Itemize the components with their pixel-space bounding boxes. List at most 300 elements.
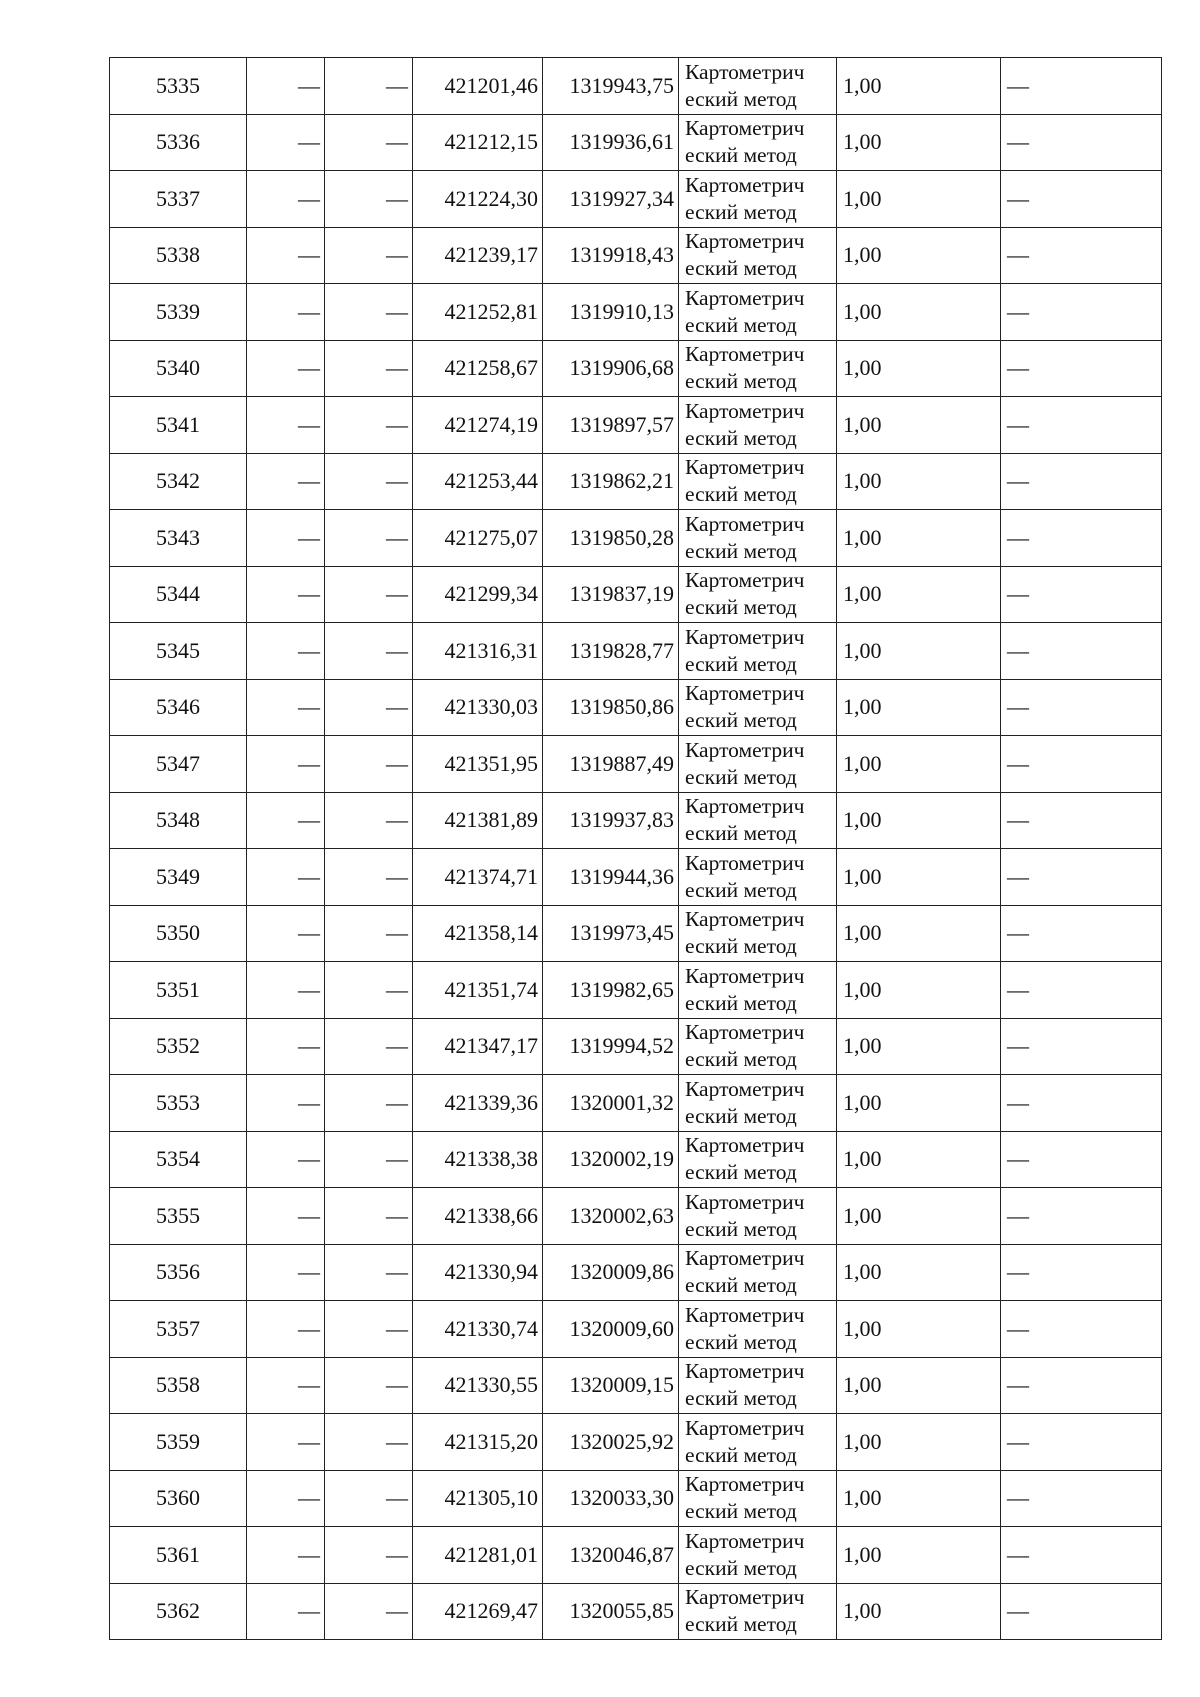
empty-value-cell: — (325, 453, 413, 510)
empty-value-cell: — (247, 1018, 325, 1075)
table-row (110, 114, 1162, 171)
method-text-line-1: Картометрич (685, 1585, 805, 1610)
method-cell (679, 623, 837, 680)
empty-value-cell: — (1001, 1357, 1162, 1414)
x-coordinate-cell: 421351,74 (413, 962, 543, 1019)
method-text-line-2: еский метод (685, 1160, 797, 1185)
empty-value-cell: — (247, 284, 325, 341)
table-body (110, 58, 1162, 1640)
method-text-line-2: еский метод (685, 1442, 797, 1467)
method-text-line-1: Картометрич (685, 116, 805, 141)
method-text-line-1: Картометрич (685, 794, 805, 819)
method-text-line-1: Картометрич (685, 1415, 805, 1440)
method-cell (679, 453, 837, 510)
point-number-cell: 5335 (110, 58, 247, 115)
empty-value-cell: — (247, 1414, 325, 1471)
table-row (110, 1244, 1162, 1301)
empty-value-cell: — (1001, 792, 1162, 849)
empty-value-cell: — (1001, 623, 1162, 680)
method-text-line-1: Картометрич (685, 963, 805, 988)
empty-value-cell: — (325, 962, 413, 1019)
method-text-line-1: Картометрич (685, 59, 805, 84)
method-text-line-1: Картометрич (685, 624, 805, 649)
empty-value-cell: — (247, 114, 325, 171)
method-cell (679, 1527, 837, 1584)
point-number-cell: 5353 (110, 1075, 247, 1132)
empty-value-cell: — (325, 1470, 413, 1527)
y-coordinate-cell: 1319897,57 (543, 397, 679, 454)
point-number-cell: 5347 (110, 736, 247, 793)
table-row (110, 1470, 1162, 1527)
table-row (110, 1188, 1162, 1245)
empty-value-cell: — (1001, 1188, 1162, 1245)
empty-value-cell: — (325, 679, 413, 736)
empty-value-cell: — (325, 171, 413, 228)
empty-value-cell: — (325, 1301, 413, 1358)
method-cell (679, 905, 837, 962)
empty-value-cell: — (1001, 510, 1162, 567)
point-number-cell: 5345 (110, 623, 247, 680)
method-cell (679, 284, 837, 341)
empty-value-cell: — (247, 340, 325, 397)
x-coordinate-cell: 421374,71 (413, 849, 543, 906)
table-row (110, 905, 1162, 962)
method-text-line-2: еский метод (685, 821, 797, 846)
empty-value-cell: — (325, 1357, 413, 1414)
accuracy-cell: 1,00 (837, 284, 1001, 341)
method-text-line-1: Картометрич (685, 511, 805, 536)
method-cell (679, 510, 837, 567)
point-number-cell: 5360 (110, 1470, 247, 1527)
y-coordinate-cell: 1320055,85 (543, 1583, 679, 1640)
empty-value-cell: — (1001, 227, 1162, 284)
empty-value-cell: — (325, 792, 413, 849)
method-text-line-2: еский метод (685, 1329, 797, 1354)
table-row (110, 340, 1162, 397)
y-coordinate-cell: 1319927,34 (543, 171, 679, 228)
empty-value-cell: — (1001, 58, 1162, 115)
accuracy-cell: 1,00 (837, 340, 1001, 397)
empty-value-cell: — (1001, 905, 1162, 962)
x-coordinate-cell: 421258,67 (413, 340, 543, 397)
table-row (110, 736, 1162, 793)
x-coordinate-cell: 421274,19 (413, 397, 543, 454)
empty-value-cell: — (325, 566, 413, 623)
empty-value-cell: — (325, 736, 413, 793)
table-row (110, 849, 1162, 906)
empty-value-cell: — (325, 623, 413, 680)
table-row (110, 1414, 1162, 1471)
empty-value-cell: — (247, 58, 325, 115)
method-text-line-1: Картометрич (685, 1076, 805, 1101)
method-cell (679, 1131, 837, 1188)
method-text-line-1: Картометрич (685, 1359, 805, 1384)
x-coordinate-cell: 421305,10 (413, 1470, 543, 1527)
method-text-line-1: Картометрич (685, 907, 805, 932)
empty-value-cell: — (247, 1075, 325, 1132)
accuracy-cell: 1,00 (837, 792, 1001, 849)
empty-value-cell: — (325, 397, 413, 454)
method-text-line-1: Картометрич (685, 455, 805, 480)
x-coordinate-cell: 421224,30 (413, 171, 543, 228)
method-text-line-1: Картометрич (685, 172, 805, 197)
table-row (110, 1583, 1162, 1640)
accuracy-cell: 1,00 (837, 566, 1001, 623)
method-cell (679, 1470, 837, 1527)
method-cell (679, 1188, 837, 1245)
empty-value-cell: — (247, 1301, 325, 1358)
method-text-line-2: еский метод (685, 990, 797, 1015)
empty-value-cell: — (1001, 736, 1162, 793)
accuracy-cell: 1,00 (837, 962, 1001, 1019)
accuracy-cell: 1,00 (837, 679, 1001, 736)
empty-value-cell: — (325, 1188, 413, 1245)
method-text-line-2: еский метод (685, 1386, 797, 1411)
empty-value-cell: — (325, 114, 413, 171)
y-coordinate-cell: 1319943,75 (543, 58, 679, 115)
x-coordinate-cell: 421347,17 (413, 1018, 543, 1075)
empty-value-cell: — (325, 1131, 413, 1188)
x-coordinate-cell: 421239,17 (413, 227, 543, 284)
empty-value-cell: — (247, 510, 325, 567)
x-coordinate-cell: 421269,47 (413, 1583, 543, 1640)
empty-value-cell: — (1001, 1470, 1162, 1527)
empty-value-cell: — (1001, 1018, 1162, 1075)
method-text-line-2: еский метод (685, 934, 797, 959)
point-number-cell: 5349 (110, 849, 247, 906)
empty-value-cell: — (325, 1018, 413, 1075)
point-number-cell: 5352 (110, 1018, 247, 1075)
y-coordinate-cell: 1319850,86 (543, 679, 679, 736)
x-coordinate-cell: 421316,31 (413, 623, 543, 680)
method-cell (679, 849, 837, 906)
point-number-cell: 5337 (110, 171, 247, 228)
point-number-cell: 5356 (110, 1244, 247, 1301)
method-cell (679, 1075, 837, 1132)
x-coordinate-cell: 421330,94 (413, 1244, 543, 1301)
x-coordinate-cell: 421330,55 (413, 1357, 543, 1414)
empty-value-cell: — (1001, 284, 1162, 341)
method-cell (679, 566, 837, 623)
method-text-line-2: еский метод (685, 1273, 797, 1298)
method-text-line-1: Картометрич (685, 229, 805, 254)
method-text-line-2: еский метод (685, 143, 797, 168)
method-text-line-2: еский метод (685, 1216, 797, 1241)
empty-value-cell: — (1001, 1414, 1162, 1471)
y-coordinate-cell: 1319937,83 (543, 792, 679, 849)
table-row (110, 510, 1162, 567)
x-coordinate-cell: 421201,46 (413, 58, 543, 115)
method-cell (679, 397, 837, 454)
method-text-line-1: Картометрич (685, 285, 805, 310)
method-cell (679, 1301, 837, 1358)
method-cell (679, 736, 837, 793)
empty-value-cell: — (247, 679, 325, 736)
empty-value-cell: — (1001, 962, 1162, 1019)
accuracy-cell: 1,00 (837, 905, 1001, 962)
point-number-cell: 5344 (110, 566, 247, 623)
point-number-cell: 5339 (110, 284, 247, 341)
empty-value-cell: — (325, 1244, 413, 1301)
table-row (110, 962, 1162, 1019)
method-cell (679, 679, 837, 736)
table-row (110, 1131, 1162, 1188)
x-coordinate-cell: 421381,89 (413, 792, 543, 849)
y-coordinate-cell: 1320002,63 (543, 1188, 679, 1245)
method-text-line-2: еский метод (685, 764, 797, 789)
empty-value-cell: — (247, 1527, 325, 1584)
table-row (110, 1075, 1162, 1132)
y-coordinate-cell: 1319944,36 (543, 849, 679, 906)
method-text-line-2: еский метод (685, 482, 797, 507)
x-coordinate-cell: 421330,74 (413, 1301, 543, 1358)
x-coordinate-cell: 421299,34 (413, 566, 543, 623)
empty-value-cell: — (247, 962, 325, 1019)
accuracy-cell: 1,00 (837, 58, 1001, 115)
table-row (110, 453, 1162, 510)
accuracy-cell: 1,00 (837, 397, 1001, 454)
accuracy-cell: 1,00 (837, 736, 1001, 793)
table-row (110, 566, 1162, 623)
method-text-line-1: Картометрич (685, 681, 805, 706)
x-coordinate-cell: 421252,81 (413, 284, 543, 341)
empty-value-cell: — (325, 227, 413, 284)
x-coordinate-cell: 421253,44 (413, 453, 543, 510)
method-text-line-2: еский метод (685, 595, 797, 620)
accuracy-cell: 1,00 (837, 1244, 1001, 1301)
method-text-line-1: Картометрич (685, 1020, 805, 1045)
accuracy-cell: 1,00 (837, 1470, 1001, 1527)
empty-value-cell: — (325, 1414, 413, 1471)
empty-value-cell: — (1001, 114, 1162, 171)
y-coordinate-cell: 1319837,19 (543, 566, 679, 623)
method-cell (679, 58, 837, 115)
x-coordinate-cell: 421275,07 (413, 510, 543, 567)
method-cell (679, 962, 837, 1019)
point-number-cell: 5341 (110, 397, 247, 454)
accuracy-cell: 1,00 (837, 1301, 1001, 1358)
y-coordinate-cell: 1319982,65 (543, 962, 679, 1019)
point-number-cell: 5336 (110, 114, 247, 171)
empty-value-cell: — (247, 1131, 325, 1188)
empty-value-cell: — (1001, 679, 1162, 736)
y-coordinate-cell: 1319994,52 (543, 1018, 679, 1075)
point-number-cell: 5350 (110, 905, 247, 962)
method-text-line-2: еский метод (685, 425, 797, 450)
method-text-line-1: Картометрич (685, 568, 805, 593)
empty-value-cell: — (1001, 340, 1162, 397)
table-row (110, 171, 1162, 228)
empty-value-cell: — (247, 1583, 325, 1640)
y-coordinate-cell: 1320009,60 (543, 1301, 679, 1358)
empty-value-cell: — (1001, 1131, 1162, 1188)
x-coordinate-cell: 421339,36 (413, 1075, 543, 1132)
accuracy-cell: 1,00 (837, 1414, 1001, 1471)
accuracy-cell: 1,00 (837, 1075, 1001, 1132)
x-coordinate-cell: 421281,01 (413, 1527, 543, 1584)
point-number-cell: 5359 (110, 1414, 247, 1471)
empty-value-cell: — (247, 171, 325, 228)
empty-value-cell: — (325, 510, 413, 567)
empty-value-cell: — (1001, 171, 1162, 228)
method-text-line-1: Картометрич (685, 1528, 805, 1553)
table-row (110, 1018, 1162, 1075)
method-text-line-2: еский метод (685, 877, 797, 902)
empty-value-cell: — (247, 1244, 325, 1301)
method-cell (679, 171, 837, 228)
method-text-line-2: еский метод (685, 312, 797, 337)
table-row (110, 1301, 1162, 1358)
empty-value-cell: — (247, 566, 325, 623)
empty-value-cell: — (1001, 1301, 1162, 1358)
accuracy-cell: 1,00 (837, 1357, 1001, 1414)
empty-value-cell: — (247, 1357, 325, 1414)
accuracy-cell: 1,00 (837, 171, 1001, 228)
empty-value-cell: — (325, 58, 413, 115)
empty-value-cell: — (325, 284, 413, 341)
x-coordinate-cell: 421212,15 (413, 114, 543, 171)
point-number-cell: 5342 (110, 453, 247, 510)
y-coordinate-cell: 1319887,49 (543, 736, 679, 793)
accuracy-cell: 1,00 (837, 1018, 1001, 1075)
coordinates-table (109, 57, 1162, 1640)
empty-value-cell: — (325, 1075, 413, 1132)
empty-value-cell: — (325, 340, 413, 397)
y-coordinate-cell: 1319828,77 (543, 623, 679, 680)
method-text-line-1: Картометрич (685, 850, 805, 875)
empty-value-cell: — (247, 905, 325, 962)
table-row (110, 1357, 1162, 1414)
table-row (110, 397, 1162, 454)
method-text-line-1: Картометрич (685, 737, 805, 762)
empty-value-cell: — (247, 453, 325, 510)
method-text-line-2: еский метод (685, 256, 797, 281)
x-coordinate-cell: 421338,66 (413, 1188, 543, 1245)
method-cell (679, 114, 837, 171)
empty-value-cell: — (247, 849, 325, 906)
point-number-cell: 5357 (110, 1301, 247, 1358)
y-coordinate-cell: 1320025,92 (543, 1414, 679, 1471)
method-cell (679, 1583, 837, 1640)
y-coordinate-cell: 1319910,13 (543, 284, 679, 341)
table-row (110, 284, 1162, 341)
y-coordinate-cell: 1320009,86 (543, 1244, 679, 1301)
method-text-line-1: Картометрич (685, 1189, 805, 1214)
method-text-line-1: Картометрич (685, 342, 805, 367)
empty-value-cell: — (247, 736, 325, 793)
y-coordinate-cell: 1320002,19 (543, 1131, 679, 1188)
method-cell (679, 1357, 837, 1414)
accuracy-cell: 1,00 (837, 453, 1001, 510)
method-text-line-2: еский метод (685, 538, 797, 563)
x-coordinate-cell: 421330,03 (413, 679, 543, 736)
empty-value-cell: — (1001, 1244, 1162, 1301)
point-number-cell: 5346 (110, 679, 247, 736)
method-text-line-2: еский метод (685, 369, 797, 394)
empty-value-cell: — (325, 1527, 413, 1584)
point-number-cell: 5338 (110, 227, 247, 284)
table-row (110, 1527, 1162, 1584)
method-text-line-1: Картометрич (685, 1133, 805, 1158)
empty-value-cell: — (325, 849, 413, 906)
table-row (110, 679, 1162, 736)
x-coordinate-cell: 421358,14 (413, 905, 543, 962)
empty-value-cell: — (247, 792, 325, 849)
method-text-line-2: еский метод (685, 651, 797, 676)
point-number-cell: 5343 (110, 510, 247, 567)
empty-value-cell: — (247, 623, 325, 680)
method-cell (679, 1018, 837, 1075)
empty-value-cell: — (1001, 1075, 1162, 1132)
method-text-line-2: еский метод (685, 1555, 797, 1580)
empty-value-cell: — (325, 905, 413, 962)
accuracy-cell: 1,00 (837, 114, 1001, 171)
point-number-cell: 5351 (110, 962, 247, 1019)
table-row (110, 792, 1162, 849)
y-coordinate-cell: 1319936,61 (543, 114, 679, 171)
method-cell (679, 792, 837, 849)
method-text-line-2: еский метод (685, 708, 797, 733)
accuracy-cell: 1,00 (837, 510, 1001, 567)
empty-value-cell: — (247, 397, 325, 454)
method-text-line-2: еский метод (685, 1047, 797, 1072)
empty-value-cell: — (1001, 566, 1162, 623)
y-coordinate-cell: 1320033,30 (543, 1470, 679, 1527)
empty-value-cell: — (1001, 397, 1162, 454)
accuracy-cell: 1,00 (837, 227, 1001, 284)
point-number-cell: 5354 (110, 1131, 247, 1188)
empty-value-cell: — (1001, 1527, 1162, 1584)
method-text-line-1: Картометрич (685, 1302, 805, 1327)
table-row (110, 623, 1162, 680)
empty-value-cell: — (1001, 1583, 1162, 1640)
x-coordinate-cell: 421315,20 (413, 1414, 543, 1471)
method-text-line-2: еский метод (685, 1612, 797, 1637)
point-number-cell: 5355 (110, 1188, 247, 1245)
method-text-line-2: еский метод (685, 1103, 797, 1128)
empty-value-cell: — (247, 1188, 325, 1245)
method-text-line-1: Картометрич (685, 1246, 805, 1271)
point-number-cell: 5348 (110, 792, 247, 849)
point-number-cell: 5361 (110, 1527, 247, 1584)
y-coordinate-cell: 1319918,43 (543, 227, 679, 284)
point-number-cell: 5340 (110, 340, 247, 397)
accuracy-cell: 1,00 (837, 1583, 1001, 1640)
method-text-line-1: Картометрич (685, 1472, 805, 1497)
table-row (110, 58, 1162, 115)
empty-value-cell: — (325, 1583, 413, 1640)
point-number-cell: 5362 (110, 1583, 247, 1640)
empty-value-cell: — (247, 1470, 325, 1527)
point-number-cell: 5358 (110, 1357, 247, 1414)
accuracy-cell: 1,00 (837, 623, 1001, 680)
y-coordinate-cell: 1319850,28 (543, 510, 679, 567)
x-coordinate-cell: 421351,95 (413, 736, 543, 793)
method-cell (679, 227, 837, 284)
method-text-line-2: еский метод (685, 199, 797, 224)
method-text-line-2: еский метод (685, 1499, 797, 1524)
y-coordinate-cell: 1319862,21 (543, 453, 679, 510)
empty-value-cell: — (1001, 453, 1162, 510)
accuracy-cell: 1,00 (837, 1527, 1001, 1584)
empty-value-cell: — (247, 227, 325, 284)
y-coordinate-cell: 1320001,32 (543, 1075, 679, 1132)
x-coordinate-cell: 421338,38 (413, 1131, 543, 1188)
method-text-line-2: еский метод (685, 86, 797, 111)
method-cell (679, 340, 837, 397)
accuracy-cell: 1,00 (837, 1131, 1001, 1188)
method-cell (679, 1244, 837, 1301)
